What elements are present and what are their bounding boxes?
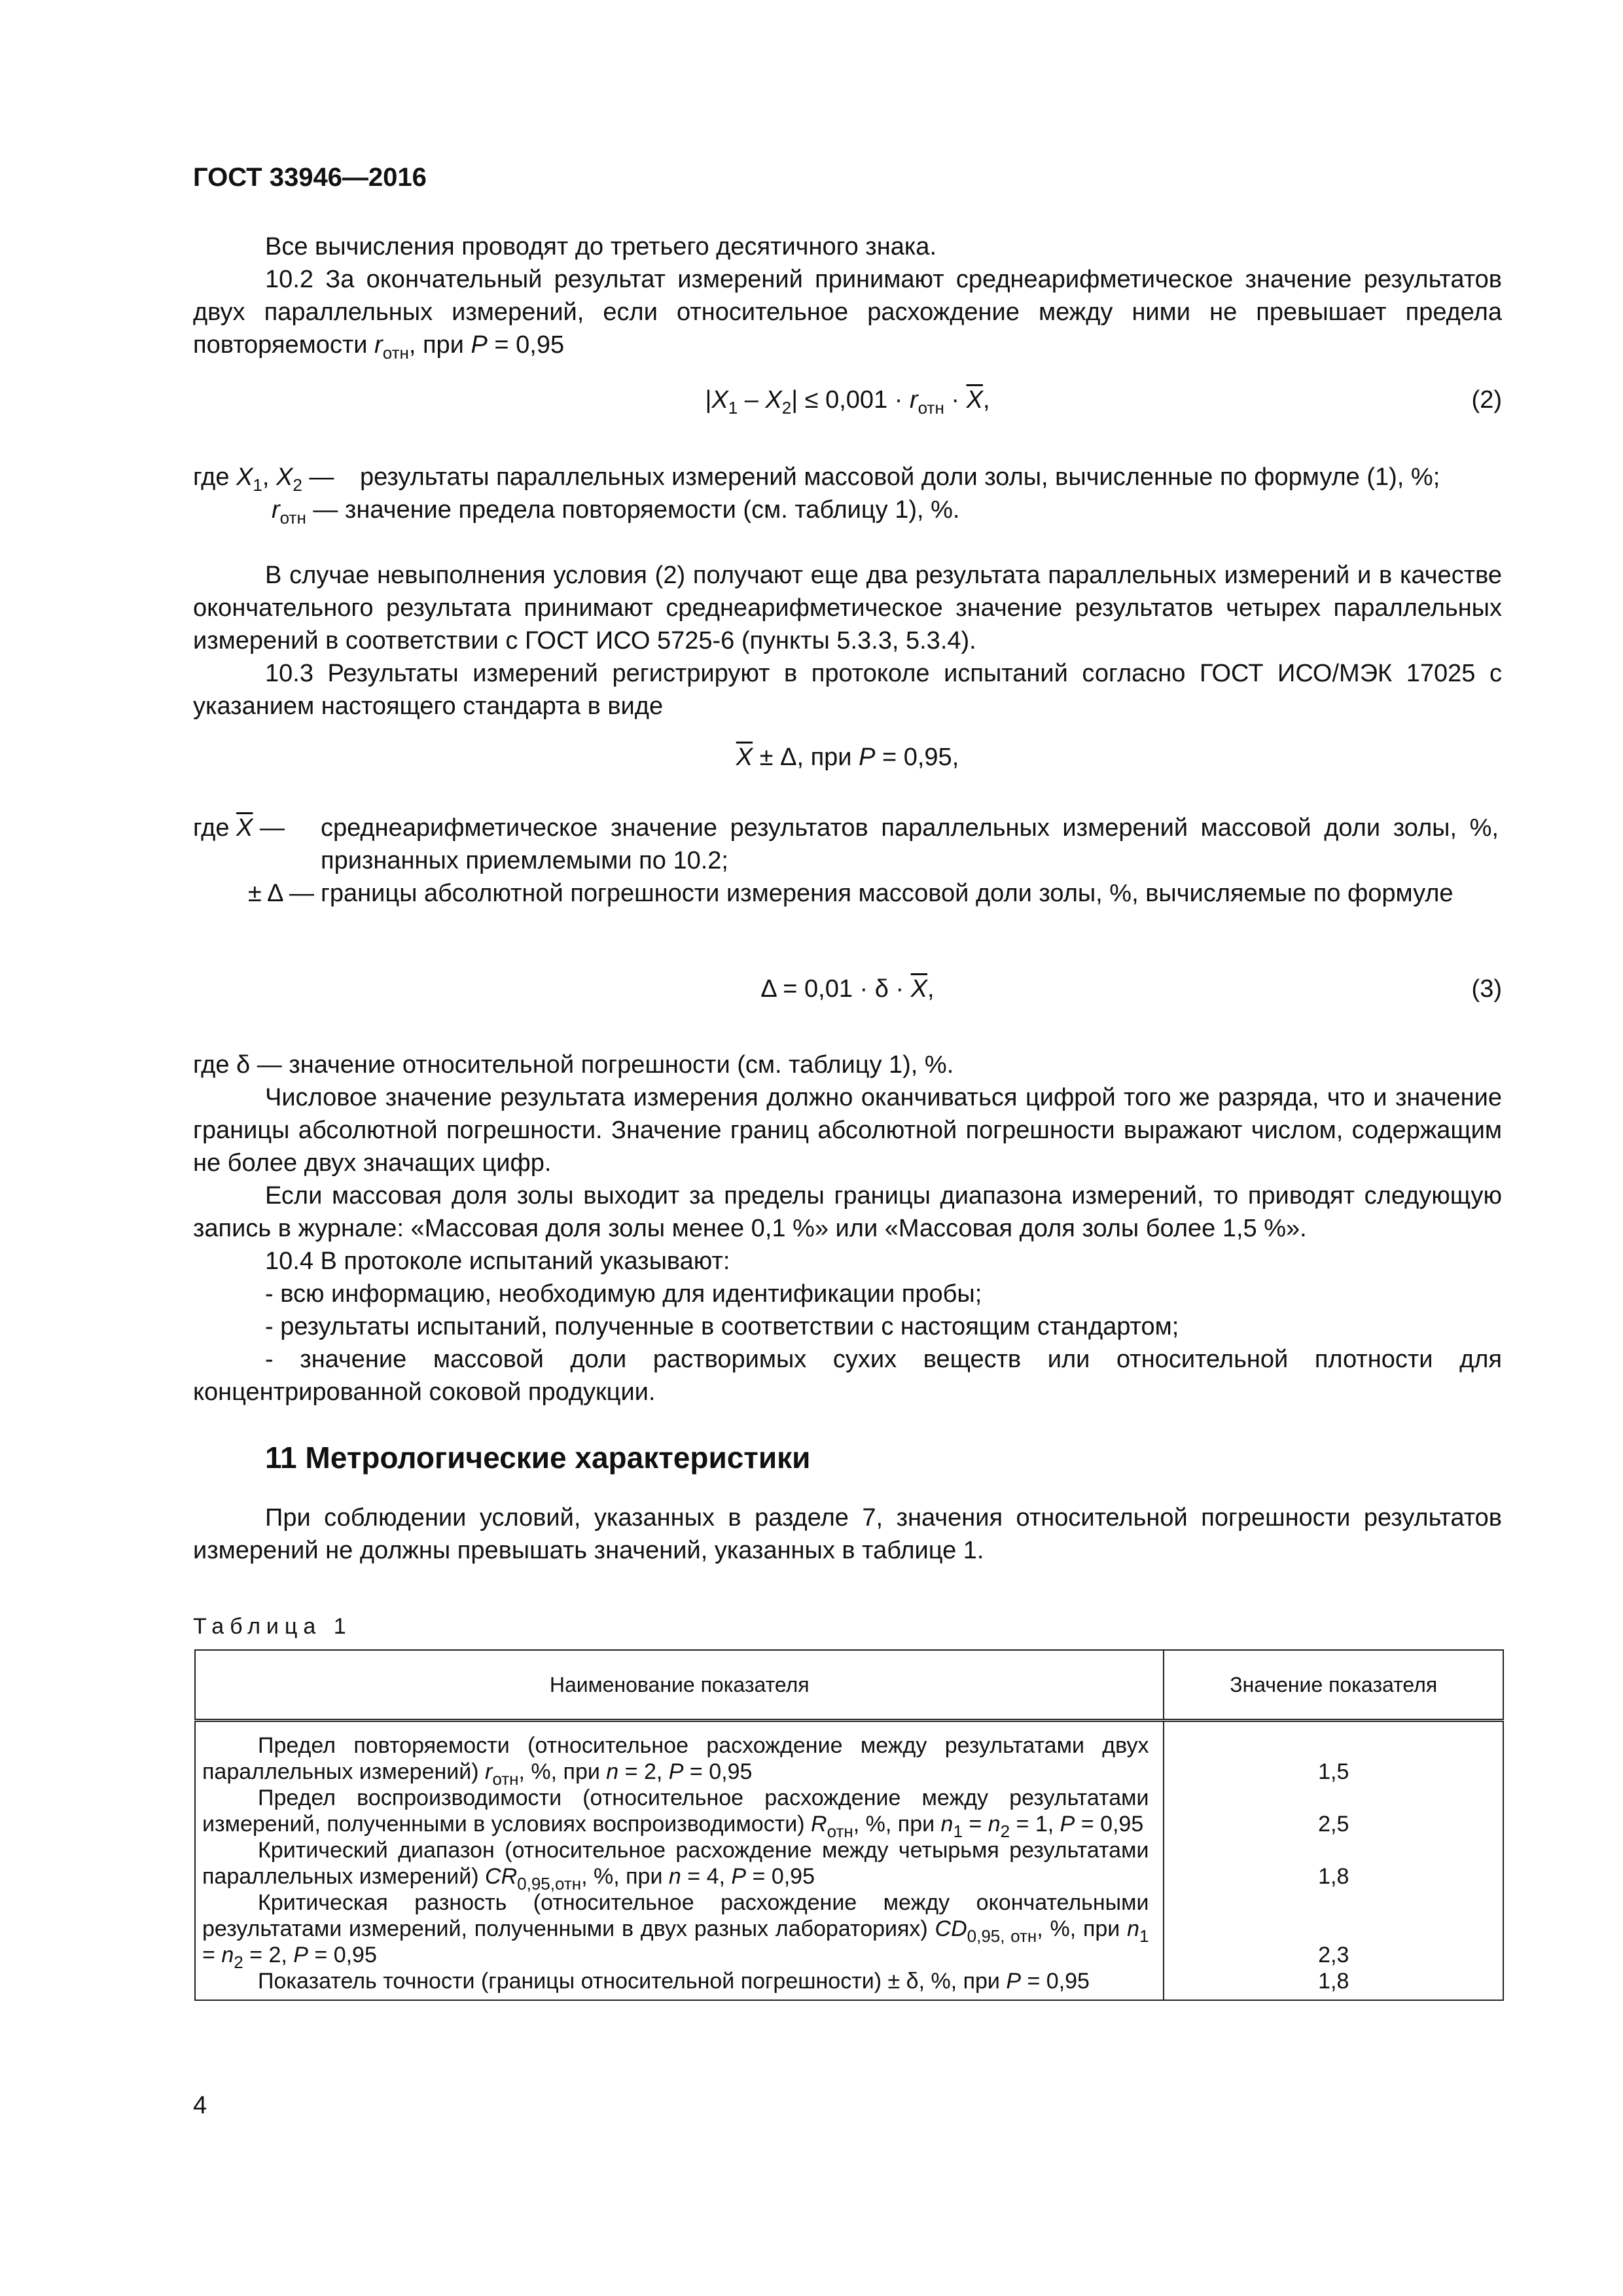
table-row	[195, 1721, 1503, 1785]
list-item: - результаты испытаний, полученные в соответствии с настоящим стандартом;	[265, 1313, 1179, 1340]
list-item: - значение массовой доли растворимых сухих веществ или относительной плотности для концентрированной соковой продукции.	[193, 1346, 1502, 1406]
section-10-continued	[193, 230, 1502, 361]
equation-3-number: (3)	[1471, 975, 1502, 1003]
equation-3	[193, 973, 1502, 1009]
paragraph-calculations: Все вычисления проводят до третьего десятичного знака.	[265, 233, 936, 260]
column-header: Значение показателя	[1164, 1650, 1503, 1721]
paragraph-10-4: 10.4 В протоколе испытаний указывают:	[265, 1247, 730, 1275]
section-10-4	[193, 1049, 1502, 1408]
equation-result-expression: $\overline{X} \pm \Delta$, при P = 0,95,	[736, 744, 959, 771]
equation-2-number: (2)	[1471, 386, 1502, 414]
section-11-title: 11 Метрологические характеристики	[265, 1441, 811, 1475]
where-label: где $X_1$, $X_2$ —	[193, 463, 334, 495]
page-number: 4	[193, 2092, 207, 2119]
table-row	[195, 1890, 1503, 1968]
paragraph-repeat-condition: В случае невыполнения условия (2) получают еще два результата параллельных измерений и в качестве окончательного результата принимают среднеарифметическое значение результатов четырех параллельных измерений в соответствии с ГОСТ ИСО 5725-6 (пункты 5.3.3, 5.3.4).	[193, 562, 1502, 655]
table-cell-name: Предел повторяемости (относительное расхождение между результатами двух параллельных измерений) $r_{отн}$, %, при n = 2, P = 0,95	[195, 1721, 1164, 1785]
equation-2	[193, 384, 1502, 420]
where-label-delta: ± Δ —	[247, 880, 314, 907]
where-row-r: $r_{отн}$ — значение предела повторяемости (см. таблицу 1), %.	[272, 496, 960, 528]
paragraph-10-2: 10.2 За окончательный результат измерений принимают среднеарифметическое значение результатов двух параллельных измерений, если относительное расхождение между ними не превышает предела повторяемости $r_{отн}$, при P = 0,95	[193, 266, 1502, 363]
metrology-table	[194, 1649, 1504, 2001]
paragraph-range: Если массовая доля золы выходит за пределы границы диапазона измерений, то приводят следующую запись в журнале: «Массовая доля золы менее 0,1 %» или «Массовая доля золы более 1,5 %».	[193, 1182, 1502, 1242]
equation-result	[193, 741, 1502, 778]
equation-3-expression: $\Delta = 0,01 \cdot \delta \cdot \overline{X}$,	[760, 975, 935, 1003]
section-10-3	[193, 559, 1502, 723]
table-cell-name: Критический диапазон (относительное расхождение между четырьмя результатами параллельных измерений) $CR_{0,95,отн}$, %, при n = 4, P = 0,95	[195, 1837, 1164, 1890]
list-item: - всю информацию, необходимую для идентификации пробы;	[265, 1280, 982, 1308]
table-caption: Таблица 1	[193, 1614, 352, 1639]
table-cell-value: 1,5	[1164, 1721, 1503, 1785]
section-11-body	[193, 1501, 1502, 1567]
table-header-row	[195, 1650, 1503, 1721]
paragraph-11: При соблюдении условий, указанных в разделе 7, значения относительной погрешности результатов измерений не должны превышать значений, указанных в таблице 1.	[193, 1504, 1502, 1564]
where-text-x: результаты параллельных измерений массовой доли золы, вычисленные по формуле (1), %;	[360, 463, 1440, 491]
table-cell-value: 2,5	[1164, 1785, 1503, 1837]
equation-2-expression: $|X_1 - X_2| \le 0,001 \cdot r_{отн} \cdot \overline{X}$,	[705, 386, 990, 418]
paragraph-10-3: 10.3 Результаты измерений регистрируют в протоколе испытаний согласно ГОСТ ИСО/МЭК 17025 с указанием настоящего стандарта в виде	[193, 660, 1502, 720]
document-header: ГОСТ 33946—2016	[193, 163, 427, 192]
where-block-2	[193, 812, 1502, 910]
where-text-xbar: среднеарифметическое значение результатов параллельных измерений массовой доли золы, %, признанных приемлемыми по 10.2;	[321, 814, 1499, 874]
where-text-delta: границы абсолютной погрешности измерения массовой доли золы, %, вычисляемые по формуле	[321, 880, 1454, 907]
paragraph-numeric-value: Числовое значение результата измерения должно оканчиваться цифрой того же разряда, что и значение границы абсолютной погрешности. Значение границ абсолютной погрешности выражают числом, содержащим не более двух значащих цифр.	[193, 1084, 1502, 1177]
where-delta-line: где δ — значение относительной погрешности (см. таблицу 1), %.	[193, 1051, 954, 1079]
table-cell-name: Предел воспроизводимости (относительное расхождение между результатами измерений, полученными в условиях воспроизводимости) $R_{отн}$, %, при $n_1 = n_2 = 1$, P = 0,95	[195, 1785, 1164, 1837]
table-cell-value: 2,3	[1164, 1890, 1503, 1968]
where-block-1	[193, 461, 1502, 526]
table-cell-value: 1,8	[1164, 1968, 1503, 2000]
column-header: Наименование показателя	[195, 1650, 1164, 1721]
table-cell-name: Показатель точности (границы относительной погрешности) ± δ, %, при P = 0,95	[195, 1968, 1164, 2000]
table-cell-name: Критическая разность (относительное расхождение между окончательными результатами измерений, полученными в двух разных лабораториях) $CD_{0,95, отн}$, %, при $n_1 = n_2 = 2$, P = 0,95	[195, 1890, 1164, 1968]
table-row	[195, 1785, 1503, 1837]
where-label-x: где $\overline{X}$ —	[193, 814, 285, 842]
table-row	[195, 1968, 1503, 2000]
table-row	[195, 1837, 1503, 1890]
table-cell-value: 1,8	[1164, 1837, 1503, 1890]
